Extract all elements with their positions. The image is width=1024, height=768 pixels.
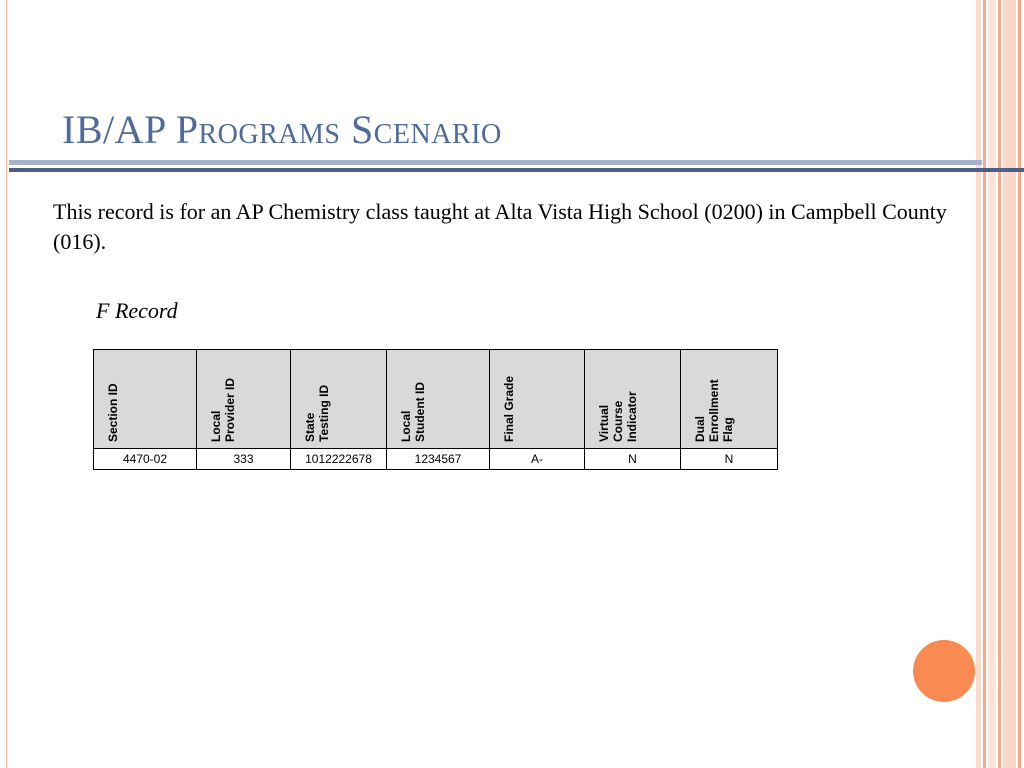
slide-body-text: This record is for an AP Chemistry class taught at Alta Vista High School (0200) in Campbell County (016). — [53, 199, 947, 254]
f-record-table — [93, 349, 778, 470]
decorative-orange-circle — [913, 640, 975, 702]
title-rule-light — [9, 160, 982, 165]
decorative-stripe — [976, 0, 981, 768]
cell-final-grade: A- — [490, 449, 585, 470]
cell-local-student-id: 1234567 — [387, 449, 490, 470]
cell-state-testing-id: 1012222678 — [291, 449, 387, 470]
header-local-provider-id: Local Provider ID — [197, 350, 291, 449]
table-row — [94, 449, 778, 470]
decorative-stripe — [988, 0, 996, 768]
decorative-stripe — [1018, 0, 1021, 768]
cell-local-provider-id: 333 — [197, 449, 291, 470]
record-label: F Record — [96, 298, 178, 323]
table-header-row — [94, 350, 778, 449]
header-section-id: Section ID — [94, 350, 197, 449]
decorative-stripe — [998, 0, 1001, 768]
header-state-testing-id: State Testing ID — [291, 350, 387, 449]
header-dual-enrollment-flag: Dual Enrollment Flag — [681, 350, 778, 449]
title-rule-dark — [9, 168, 1024, 172]
decorative-stripe — [983, 0, 986, 768]
cell-dual-enrollment-flag: N — [681, 449, 778, 470]
left-border-line — [6, 0, 7, 768]
decorative-stripe — [1003, 0, 1016, 768]
slide-title: IB/AP Programs Scenario — [62, 107, 502, 152]
header-final-grade: Final Grade — [490, 350, 585, 449]
cell-virtual-course-indicator: N — [585, 449, 681, 470]
cell-section-id: 4470-02 — [94, 449, 197, 470]
header-local-student-id: Local Student ID — [387, 350, 490, 449]
header-virtual-course-indicator: Virtual Course Indicator — [585, 350, 681, 449]
